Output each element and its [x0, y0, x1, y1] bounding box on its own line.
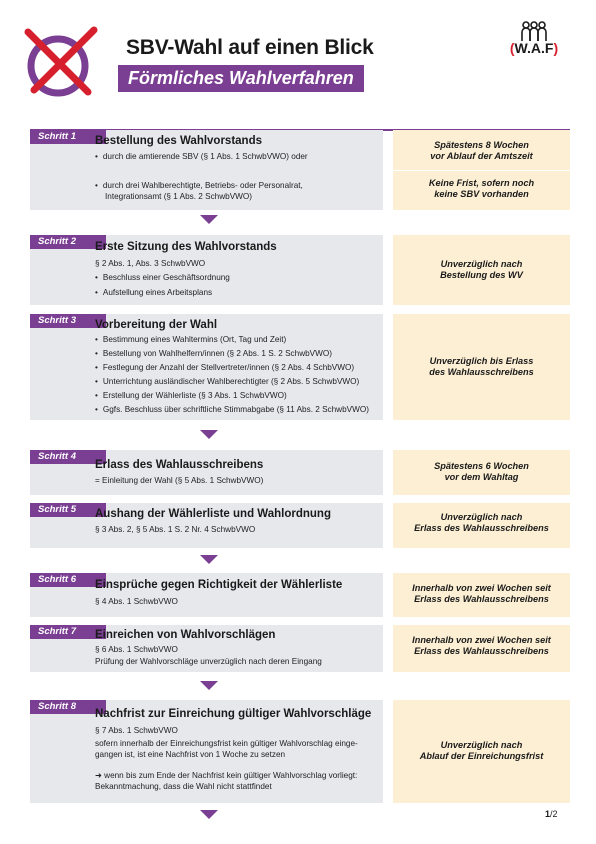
- step-paragraph: gangen ist, ist eine Nachfrist von 1 Woche zu setzen: [95, 750, 286, 759]
- step-line: § 4 Abs. 1 SchwbVWO: [95, 597, 178, 606]
- step-4-deadline: [393, 450, 570, 495]
- step-heading: Nachfrist zur Einreichung gültiger Wahlvorschläge: [95, 708, 372, 720]
- step-heading: Einreichen von Wahlvorschlägen: [95, 629, 276, 641]
- deadline-text: Innerhalb von zwei Wochen seit: [412, 583, 551, 593]
- step-5: [30, 503, 383, 548]
- step-line: § 7 Abs. 1 SchwbVWO: [95, 726, 178, 735]
- step-line: § 2 Abs. 1, Abs. 3 SchwbVWO: [95, 259, 206, 268]
- step-3-deadline: [393, 314, 570, 420]
- step-bullet-cont: Integrationsamt (§ 1 Abs. 2 SchwbVWO): [105, 192, 252, 201]
- step-label: Schritt 5: [30, 503, 106, 517]
- step-bullet: • Bestellung von Wahlhelfern/innen (§ 2 Abs. 1 S. 2 SchwbVWO): [95, 348, 332, 359]
- step-bullet: • Unterrichtung ausländischer Wahlberechtigter (§ 2 Abs. 5 SchwbVWO): [95, 376, 359, 387]
- deadline-text: Unverzüglich nach: [440, 740, 523, 750]
- page-title: SBV-Wahl auf einen Blick: [126, 36, 374, 59]
- step-8-deadline: [393, 700, 570, 803]
- step-bullet: • Festlegung der Anzahl der Stellvertreter/innen (§ 2 Abs. 4 SchbVWO): [95, 362, 354, 373]
- step-heading: Vorbereitung der Wahl: [95, 319, 218, 331]
- deadline-text: Erlass des Wahlausschreibens: [414, 646, 549, 656]
- step-6-deadline: [393, 573, 570, 617]
- step-2-deadline: [393, 235, 570, 305]
- step-line: § 3 Abs. 2, § 5 Abs. 1 S. 2 Nr. 4 SchwbVWO: [95, 525, 256, 534]
- step-label: Schritt 6: [30, 573, 106, 587]
- step-arrow-note: Bekanntmachung, dass die Wahl nicht stattfindet: [95, 782, 272, 791]
- page-subtitle: Förmliches Wahlverfahren: [118, 65, 364, 92]
- deadline-text: Unverzüglich nach: [440, 259, 523, 269]
- step-label: Schritt 4: [30, 450, 106, 464]
- deadline-text: Innerhalb von zwei Wochen seit: [412, 635, 551, 645]
- step-heading: Einsprüche gegen Richtigkeit der Wählerliste: [95, 579, 343, 591]
- step-1-deadline: [393, 130, 570, 210]
- step-heading: Erste Sitzung des Wahlvorstands: [95, 241, 277, 253]
- deadline-divider: [393, 170, 570, 171]
- step-label: Schritt 2: [30, 235, 106, 249]
- deadline-text: Spätestens 6 Wochen: [434, 461, 529, 471]
- step-label: Schritt 3: [30, 314, 106, 328]
- step-label: Schritt 7: [30, 625, 106, 639]
- step-bullet: • Aufstellung eines Arbeitsplans: [95, 287, 212, 298]
- deadline-text: Keine Frist, sofern noch: [428, 178, 535, 188]
- deadline-text: Ablauf der Einreichungsfrist: [419, 751, 544, 761]
- waf-logo: (W.A.F): [506, 20, 562, 64]
- deadline-text: Spätestens 8 Wochen: [434, 140, 529, 150]
- step-heading: Aushang der Wählerliste und Wahlordnung: [95, 508, 331, 520]
- step-label: Schritt 8: [30, 700, 106, 714]
- step-7-deadline: [393, 625, 570, 672]
- flow-arrow-icon: [200, 681, 218, 690]
- step-7: [30, 625, 383, 672]
- people-icon: [506, 20, 562, 42]
- flow-arrow-icon: [200, 430, 218, 439]
- step-6: [30, 573, 383, 617]
- deadline-text: keine SBV vorhanden: [434, 189, 529, 199]
- step-2: [30, 235, 383, 305]
- deadline-text: Bestellung des WV: [440, 270, 523, 280]
- step-line: = Einleitung der Wahl (§ 5 Abs. 1 SchwbVWO): [95, 476, 264, 485]
- deadline-text: vor Ablauf der Amtszeit: [430, 151, 533, 161]
- deadline-text: Unverzüglich nach: [440, 512, 523, 522]
- step-bullet: • durch die amtierende SBV (§ 1 Abs. 1 SchwbVWO) oder: [95, 151, 308, 162]
- step-1: [30, 130, 383, 210]
- deadline-text: vor dem Wahltag: [444, 472, 519, 482]
- step-heading: Erlass des Wahlausschreibens: [95, 459, 264, 471]
- step-line: Prüfung der Wahlvorschläge unverzüglich nach deren Eingang: [95, 657, 322, 666]
- crossed-ballot-icon: [22, 22, 100, 100]
- step-line: § 6 Abs. 1 SchwbVWO: [95, 645, 178, 654]
- step-bullet: • Erstellung der Wählerliste (§ 3 Abs. 1 SchwbVWO): [95, 390, 287, 401]
- step-arrow-note: ➜ wenn bis zum Ende der Nachfrist kein gültiger Wahlvorschlag vorliegt:: [95, 771, 358, 780]
- step-5-deadline: [393, 503, 570, 548]
- right-arrow-icon: ➜: [95, 771, 102, 780]
- step-paragraph: sofern innerhalb der Einreichungsfrist kein gültiger Wahlvorschlag einge-: [95, 739, 358, 748]
- step-4: [30, 450, 383, 495]
- step-bullet: • Ggfs. Beschluss über schriftliche Stimmabgabe (§ 11 Abs. 2 SchwbVWO): [95, 404, 369, 415]
- step-bullet: • Bestimmung eines Wahltermins (Ort, Tag und Zeit): [95, 334, 286, 345]
- page-number: 1/2: [545, 809, 558, 819]
- waf-logo-text: W.A.F: [514, 40, 554, 56]
- flow-arrow-icon: [200, 555, 218, 564]
- deadline-text: Erlass des Wahlausschreibens: [414, 594, 549, 604]
- step-8: [30, 700, 383, 803]
- step-bullet: • Beschluss einer Geschäftsordnung: [95, 272, 230, 283]
- step-3: [30, 314, 383, 420]
- step-label: Schritt 1: [30, 130, 106, 144]
- deadline-text: Unverzüglich bis Erlass: [429, 356, 534, 366]
- flow-arrow-icon: [200, 810, 218, 819]
- step-heading: Bestellung des Wahlvorstands: [95, 135, 262, 147]
- deadline-text: des Wahlausschreibens: [429, 367, 534, 377]
- deadline-text: Erlass des Wahlausschreibens: [414, 523, 549, 533]
- flow-arrow-icon: [200, 215, 218, 224]
- step-bullet: • durch drei Wahlberechtigte, Betriebs- oder Personalrat,: [95, 180, 303, 191]
